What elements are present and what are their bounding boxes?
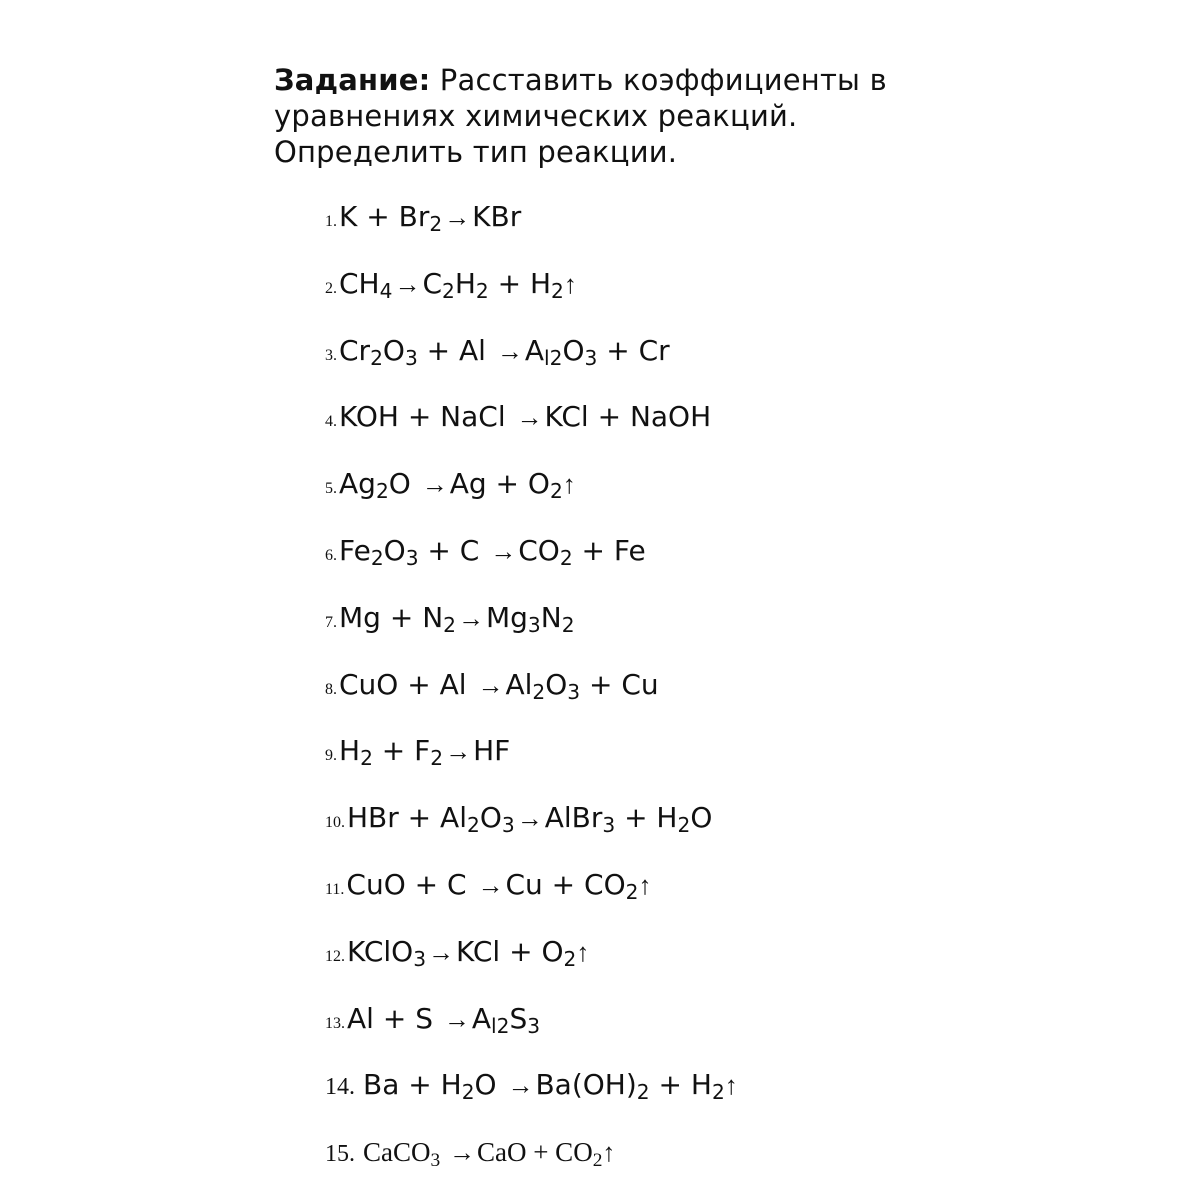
gas-arrow-icon: ↑: [724, 1071, 738, 1101]
equation-formula: [339, 663, 659, 708]
equation-number: 15.: [325, 1141, 355, 1168]
equation-number: 7.: [325, 613, 337, 631]
subscript: 2: [370, 546, 384, 571]
gas-arrow-icon: ↑: [563, 269, 577, 299]
equation-number: 3.: [325, 346, 337, 364]
equation-number: 10.: [325, 814, 345, 832]
subscript: 3: [567, 679, 581, 704]
reaction-arrow: →: [507, 1071, 534, 1101]
equation-number: 4.: [325, 413, 337, 431]
formula-text: Mg + N: [339, 600, 444, 634]
reaction-arrow: →: [496, 336, 523, 366]
equation-number: 12.: [325, 947, 345, 965]
subscript: 2: [461, 1080, 475, 1105]
equation-number: 11.: [325, 880, 345, 898]
equation-number: 5.: [325, 480, 337, 498]
formula-text: HBr + Al: [347, 801, 467, 835]
equation-list: [325, 195, 738, 1197]
formula-text: CaO + CO: [476, 1137, 593, 1168]
task-line-2: уравнениях химических реакций.: [274, 99, 798, 133]
subscript: 2: [532, 679, 546, 704]
formula-text: N: [540, 600, 562, 634]
equation-formula: [339, 262, 577, 307]
formula-text: Ag: [339, 467, 376, 501]
subscript: 2: [561, 612, 575, 637]
subscript: 3: [404, 345, 418, 370]
task-label: Задание:: [274, 63, 431, 97]
formula-text: KBr: [472, 200, 522, 233]
formula-text: KClO: [347, 934, 414, 968]
formula-text: O: [474, 1068, 506, 1102]
formula-text: + C: [418, 533, 489, 567]
subscript: 2: [711, 1080, 725, 1105]
reaction-arrow: →: [490, 536, 517, 566]
formula-text: O: [479, 801, 502, 835]
subscript: l2: [544, 345, 563, 370]
subscript: 2: [443, 612, 456, 637]
formula-text: Mg: [485, 600, 528, 634]
subscript: 2: [375, 479, 389, 504]
equation-item: [325, 1130, 738, 1197]
equation-item: [325, 1063, 738, 1130]
formula-text: + H: [649, 1068, 712, 1102]
formula-text: O: [562, 333, 585, 367]
equation-number: 2.: [325, 279, 337, 297]
formula-text: CO: [518, 533, 560, 567]
equation-formula: [363, 1063, 738, 1108]
equation-formula: [347, 997, 540, 1042]
reaction-arrow: →: [394, 269, 421, 299]
subscript: 2: [592, 1150, 603, 1172]
subscript: 4: [379, 278, 393, 303]
equation-item: [325, 930, 738, 997]
formula-text: + Cr: [597, 333, 670, 367]
formula-text: H: [454, 266, 476, 300]
equation-item: [325, 262, 738, 329]
formula-text: A: [524, 333, 545, 367]
subscript: 3: [527, 1013, 541, 1038]
subscript: 2: [677, 813, 691, 838]
formula-text: CuO + C: [346, 867, 476, 901]
formula-text: S: [509, 1001, 528, 1035]
subscript: 2: [370, 345, 383, 370]
equation-formula: [346, 863, 651, 908]
formula-text: HF: [473, 734, 511, 768]
equation-item: [325, 863, 738, 930]
equation-item: [325, 195, 738, 262]
formula-text: + F: [372, 734, 431, 768]
formula-text: [440, 1137, 447, 1167]
task-line-3: Определить тип реакции.: [274, 135, 678, 169]
formula-text: Cr: [339, 333, 371, 367]
formula-text: O: [690, 801, 713, 835]
subscript: 3: [584, 345, 598, 370]
subscript: 2: [549, 479, 563, 504]
formula-text: K + Br: [339, 200, 430, 233]
gas-arrow-icon: ↑: [562, 470, 576, 500]
equation-item: [325, 529, 738, 596]
formula-text: Fe: [339, 533, 371, 567]
formula-text: Al: [505, 667, 533, 701]
subscript: 2: [559, 546, 573, 571]
formula-text: + Cu: [580, 667, 659, 701]
formula-text: CH: [339, 266, 380, 300]
equation-item: [325, 997, 738, 1064]
reaction-arrow: →: [428, 937, 455, 967]
formula-text: Al + S: [347, 1001, 442, 1035]
formula-text: + H: [488, 266, 552, 300]
formula-text: CaCO: [363, 1137, 431, 1168]
equation-formula: [339, 529, 646, 574]
subscript: 3: [430, 1150, 441, 1172]
subscript: 2: [475, 278, 489, 303]
formula-text: + Al: [417, 333, 495, 367]
equation-number: 13.: [325, 1014, 345, 1032]
subscript: 3: [501, 813, 515, 838]
equation-number: 8.: [325, 680, 337, 698]
equation-formula: [339, 729, 510, 774]
subscript: 3: [527, 612, 541, 637]
formula-text: KOH + NaCl: [339, 400, 515, 434]
gas-arrow-icon: ↑: [602, 1138, 616, 1168]
subscript: 2: [466, 813, 480, 838]
formula-text: Ba + H: [363, 1068, 462, 1102]
equation-number: 14.: [325, 1074, 355, 1101]
equation-formula: [347, 930, 589, 975]
formula-text: O: [545, 667, 568, 701]
subscript: 2: [429, 212, 443, 237]
equation-formula: [339, 462, 576, 507]
gas-arrow-icon: ↑: [576, 937, 590, 967]
formula-text: Cu + CO: [505, 867, 626, 901]
reaction-arrow: →: [421, 470, 448, 500]
gas-arrow-icon: ↑: [638, 870, 652, 900]
formula-text: H: [339, 734, 361, 768]
equation-item: [325, 462, 738, 529]
equation-item: [325, 329, 738, 396]
formula-text: O: [383, 533, 406, 567]
equation-formula: [339, 596, 575, 641]
subscript: 2: [430, 746, 444, 771]
subscript: 2: [563, 946, 577, 971]
subscript: 2: [551, 278, 564, 303]
reaction-arrow: →: [444, 203, 471, 232]
subscript: 3: [405, 546, 419, 571]
reaction-arrow: →: [477, 670, 504, 700]
equation-number: 6.: [325, 546, 337, 564]
equation-formula: [339, 395, 711, 440]
equation-item: [325, 663, 738, 730]
equation-item: [325, 729, 738, 796]
reaction-arrow: →: [443, 1004, 470, 1034]
formula-text: O: [382, 333, 405, 367]
formula-text: O: [388, 467, 420, 501]
subscript: 2: [360, 746, 373, 771]
equation-item: [325, 796, 738, 863]
formula-text: CuO + Al: [339, 667, 476, 701]
equation-formula: [339, 195, 521, 240]
equation-item: [325, 596, 738, 663]
subscript: 3: [602, 813, 616, 838]
subscript: 2: [442, 278, 455, 303]
reaction-arrow: →: [516, 804, 543, 834]
subscript: l2: [491, 1013, 510, 1038]
reaction-arrow: →: [445, 737, 472, 767]
formula-text: Ba(OH): [535, 1068, 637, 1102]
reaction-arrow: →: [516, 403, 543, 433]
equation-number: 1.: [325, 213, 337, 230]
formula-text: + Fe: [572, 533, 646, 567]
reaction-arrow: →: [477, 870, 504, 900]
task-line-1: [274, 62, 954, 98]
reaction-arrow: →: [448, 1138, 475, 1168]
equation-formula: [347, 796, 712, 841]
equation-formula: [339, 329, 670, 374]
formula-text: + H: [615, 801, 678, 835]
task-text-1: Расставить коэффициенты в: [430, 63, 887, 97]
formula-text: C: [422, 266, 442, 300]
reaction-arrow: →: [457, 603, 484, 633]
subscript: 2: [636, 1080, 650, 1105]
formula-text: KCl + O: [456, 934, 564, 968]
equation-formula: [363, 1130, 615, 1175]
formula-text: Ag + O: [449, 467, 550, 501]
subscript: 3: [413, 946, 427, 971]
formula-text: AlBr: [544, 801, 603, 835]
equation-number: 9.: [325, 747, 337, 765]
equation-item: [325, 395, 738, 462]
subscript: 2: [625, 880, 639, 904]
formula-text: A: [471, 1001, 492, 1035]
formula-text: KCl + NaOH: [544, 400, 712, 434]
task-statement: [274, 62, 954, 170]
